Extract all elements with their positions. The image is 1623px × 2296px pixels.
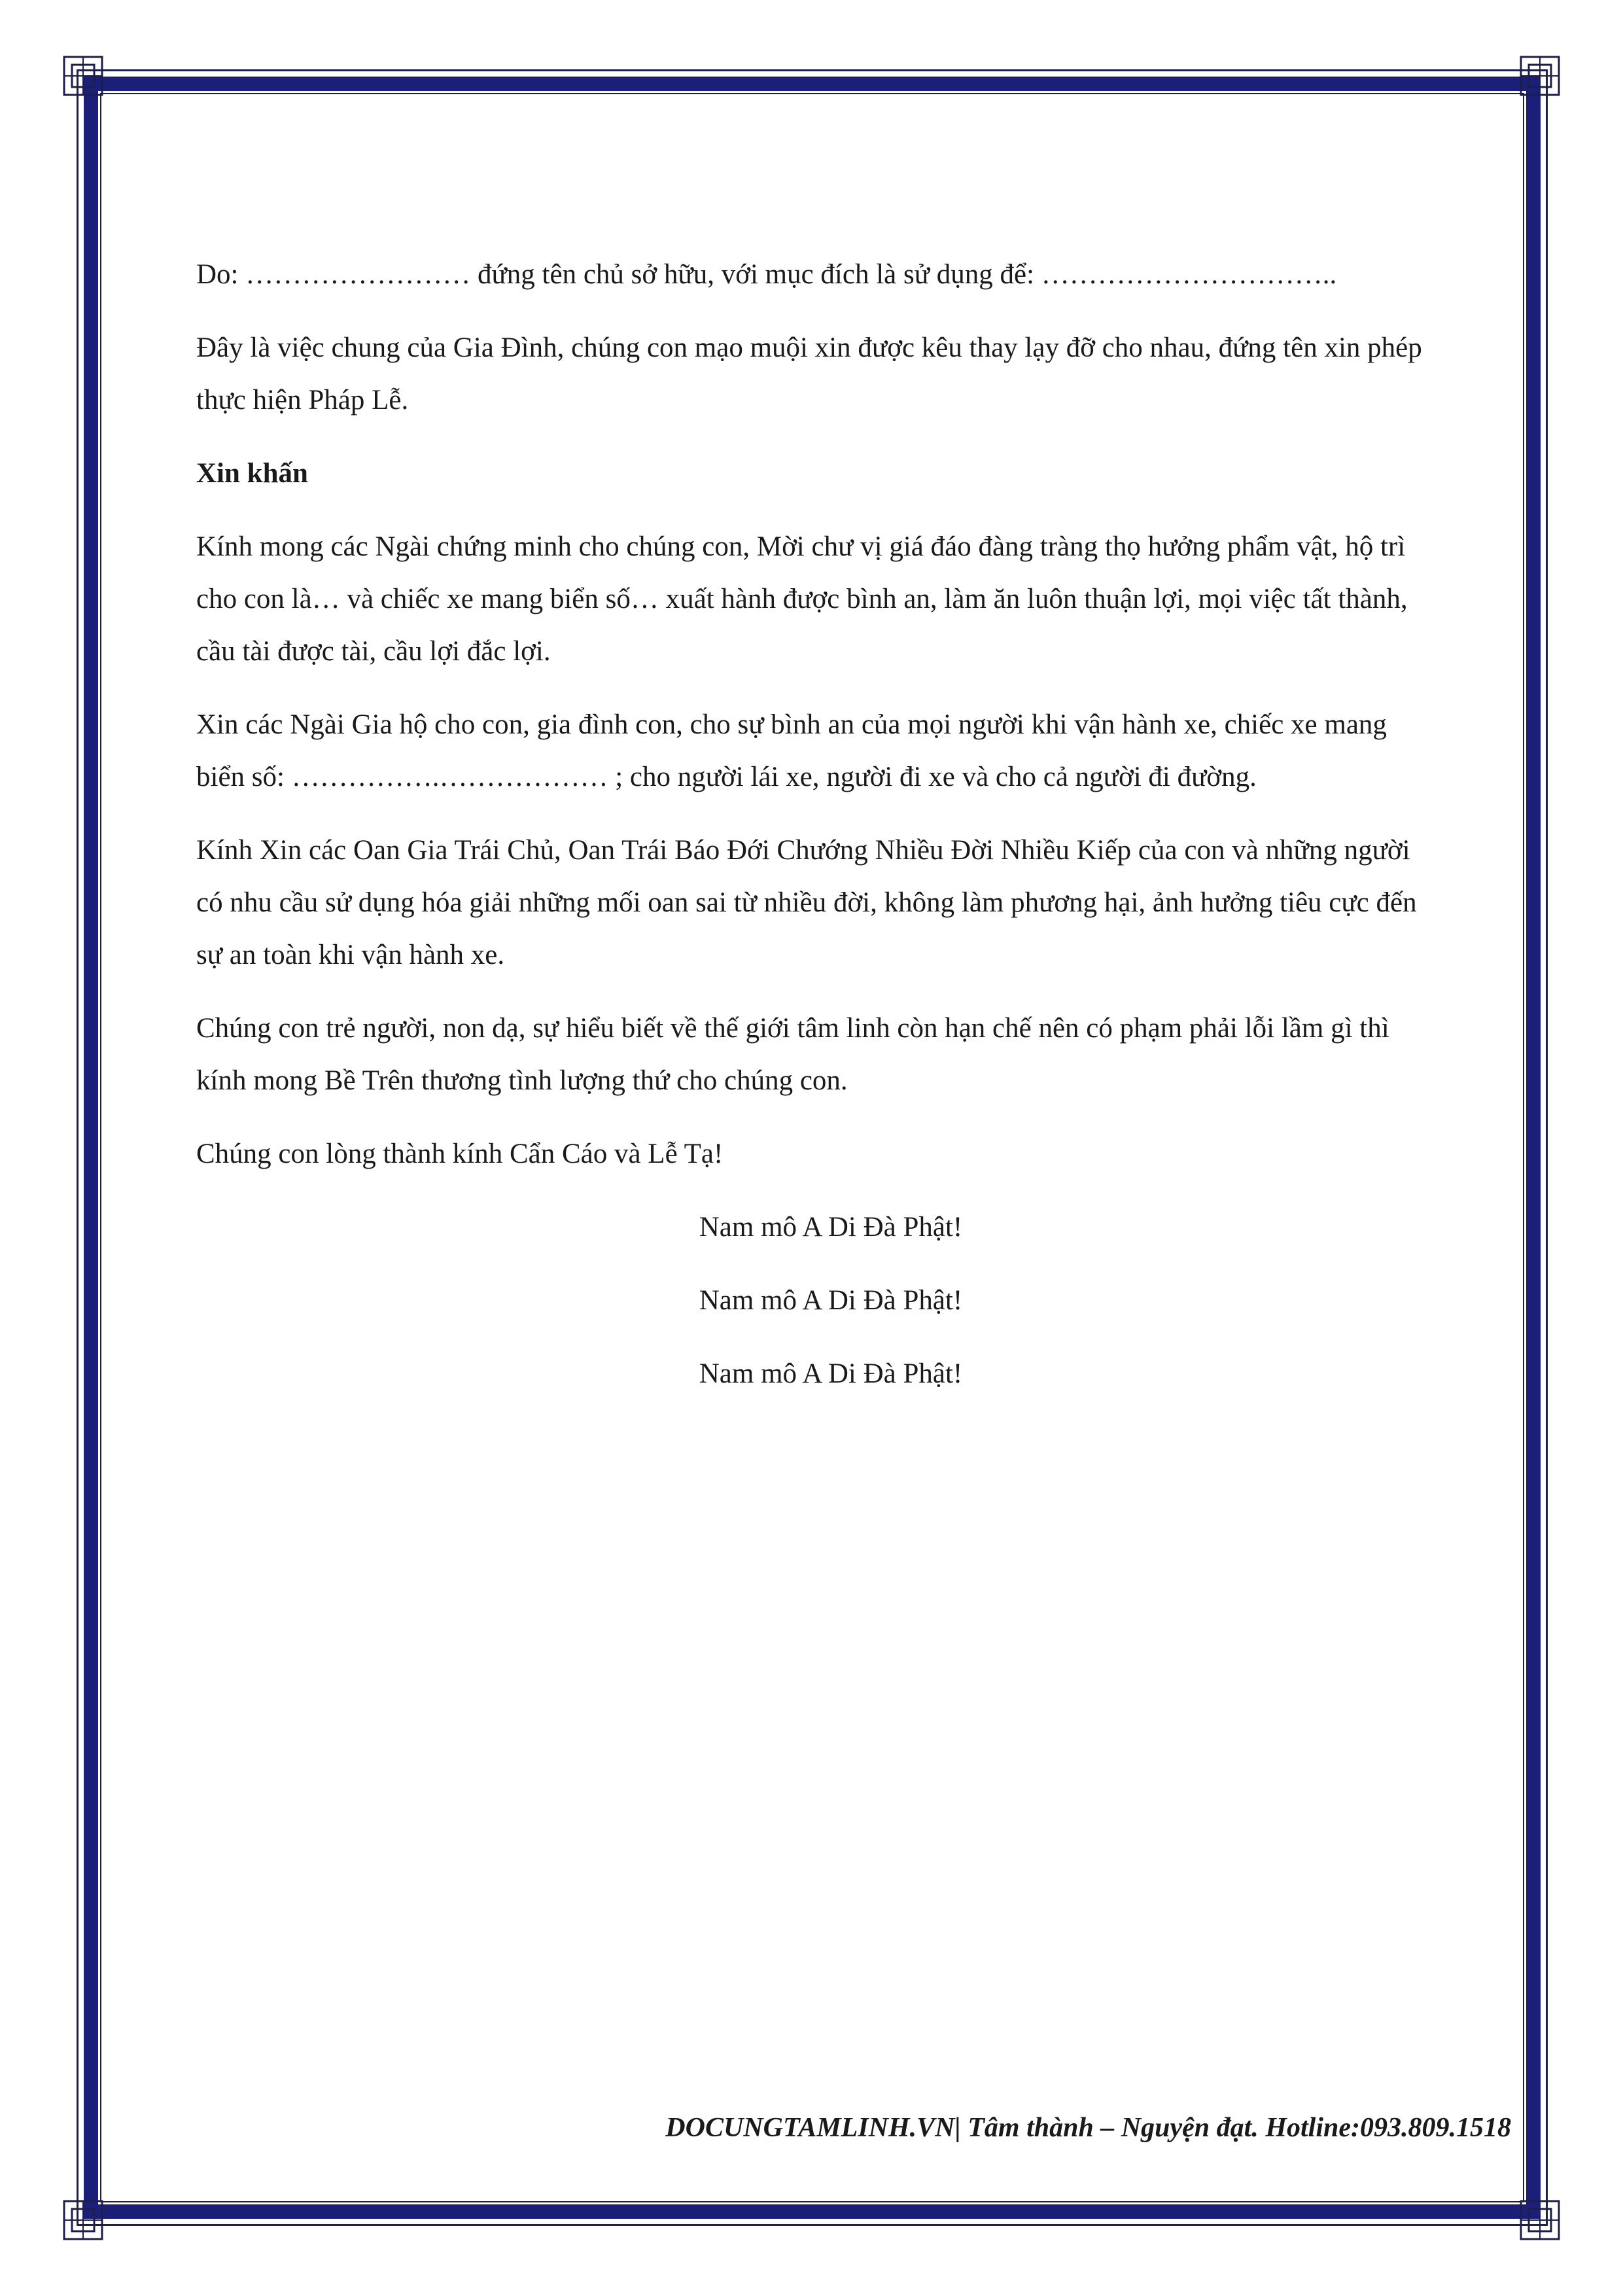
section-heading: Xin khấn — [196, 458, 308, 489]
paragraph-apology: Chúng con trẻ người, non dạ, sự hiểu biết về thế giới tâm linh còn hạn chế nên có phạm phải lỗi lầm gì thì kính mong Bề Trên thương tình lượng thứ cho chúng con. — [196, 1013, 1389, 1096]
prayer-line: Nam mô A Di Đà Phật! — [699, 1358, 963, 1389]
paragraph-owner: Do: …………………… đứng tên chủ sở hữu, với mục đích là sử dụng để: ………………………….. — [196, 259, 1337, 290]
paragraph-karmic: Kính Xin các Oan Gia Trái Chủ, Oan Trái Báo Đới Chướng Nhiều Đời Nhiều Kiếp của con và những người có nhu cầu sử dụng hóa giải những mối oan sai từ nhiều đời, không làm phương hại, ảnh hưởng tiêu cực đến sự an toàn khi vận hành xe. — [196, 835, 1417, 970]
paragraph-blessing: Xin các Ngài Gia hộ cho con, gia đình con, cho sự bình an của mọi người khi vận hành xe, chiếc xe mang biển số: …………….……………… ; cho người lái xe, người đi xe và cho cả người đi đường. — [196, 709, 1387, 792]
prayer-line: Nam mô A Di Đà Phật! — [699, 1212, 963, 1243]
paragraph-closing: Chúng con lòng thành kính Cẩn Cáo và Lễ Tạ! — [196, 1139, 724, 1169]
document-body — [196, 249, 1439, 1421]
border-corner-ornament-icon — [63, 56, 103, 96]
border-corner-ornament-icon — [63, 2200, 103, 2240]
border-corner-ornament-icon — [1520, 2200, 1560, 2240]
page-footer: DOCUNGTAMLINH.VN| Tâm thành – Nguyện đạt. Hotline:093.809.1518 — [665, 2113, 1511, 2143]
paragraph-family: Đây là việc chung của Gia Đình, chúng con mạo muội xin được kêu thay lạy đỡ cho nhau, đứng tên xin phép thực hiện Pháp Lễ. — [196, 332, 1422, 415]
prayer-line: Nam mô A Di Đà Phật! — [699, 1285, 963, 1316]
border-corner-ornament-icon — [1520, 56, 1560, 96]
paragraph-plea: Kính mong các Ngài chứng minh cho chúng con, Mời chư vị giá đáo đàng tràng thọ hưởng phẩm vật, hộ trì cho con là… và chiếc xe mang biển số… xuất hành được bình an, làm ăn luôn thuận lợi, mọi việc tất thành, cầu tài được tài, cầu lợi đắc lợi. — [196, 531, 1408, 667]
